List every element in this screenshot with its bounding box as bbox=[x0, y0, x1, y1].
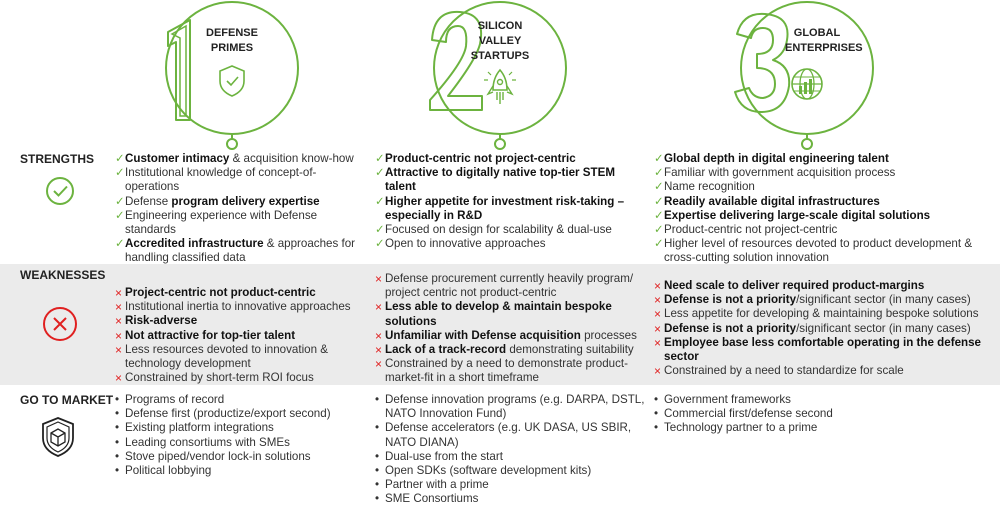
gtm-item: • Stove piped/vendor lock-in solutions bbox=[115, 449, 311, 463]
x-mark-icon: × bbox=[115, 371, 123, 386]
gtm-item: • Commercial first/defense second bbox=[654, 407, 833, 421]
row-label-strengths: STRENGTHS bbox=[20, 152, 95, 166]
check-mark-icon: ✓ bbox=[115, 237, 125, 251]
bullet-icon: • bbox=[115, 435, 120, 449]
strengths-item: ✓ Global depth in digital engineering talent bbox=[654, 152, 889, 165]
strengths-item: ✓ Product-centric not project-centric bbox=[654, 223, 838, 237]
gtm-item: • Open SDKs (software development kits) bbox=[375, 464, 592, 478]
strengths-item: ✓ Accredited infrastructure & approaches for handling classified data bbox=[115, 237, 356, 265]
x-mark-icon: × bbox=[115, 342, 123, 357]
column-graphic-1 bbox=[160, 0, 410, 150]
x-mark-icon: × bbox=[115, 314, 123, 329]
rocket-icon bbox=[484, 70, 516, 104]
gtm-item: • Government frameworks bbox=[654, 393, 791, 406]
strengths-col-1 bbox=[115, 152, 370, 266]
gtm-item: • SME Consortiums bbox=[375, 492, 479, 506]
check-mark-icon: ✓ bbox=[654, 194, 664, 208]
check-mark-icon: ✓ bbox=[654, 180, 664, 194]
weaknesses-item: × Constrained by a need to standardize for scale bbox=[654, 364, 904, 379]
column-header-silicon-valley-startups bbox=[428, 0, 678, 150]
x-mark-icon: × bbox=[654, 293, 662, 308]
weaknesses-item: × Risk-adverse bbox=[115, 314, 198, 329]
bullet-icon: • bbox=[115, 449, 120, 463]
check-mark-icon: ✓ bbox=[115, 194, 125, 208]
check-mark-icon: ✓ bbox=[654, 208, 664, 222]
strengths-item: ✓ Focused on design for scalability & dual-use bbox=[375, 223, 612, 237]
check-mark-icon: ✓ bbox=[654, 166, 664, 180]
weaknesses-item: × Unfamiliar with Defense acquisition processes bbox=[375, 328, 637, 343]
strengths-item: ✓ Higher level of resources devoted to product development & cross-cutting solution innovation bbox=[654, 237, 973, 265]
weaknesses-item: × Constrained by a need to demonstrate product-market-fit in a short timeframe bbox=[375, 357, 628, 385]
gtm-col-3 bbox=[654, 393, 990, 436]
gtm-col-1 bbox=[115, 393, 370, 478]
x-mark-icon: × bbox=[115, 328, 123, 343]
gtm-item: • Technology partner to a prime bbox=[654, 421, 818, 435]
strengths-item: ✓ Engineering experience with Defense standards bbox=[115, 208, 318, 237]
strengths-item: ✓ Customer intimacy & acquisition know-how bbox=[115, 152, 354, 165]
bullet-icon: • bbox=[375, 478, 380, 492]
x-mark-icon: × bbox=[654, 335, 662, 350]
check-mark-icon: ✓ bbox=[115, 152, 125, 165]
x-mark-icon: × bbox=[375, 328, 383, 343]
strengths-item: ✓ Readily available digital infrastructures bbox=[654, 194, 880, 208]
weaknesses-item: × Not attractive for top-tier talent bbox=[115, 328, 296, 343]
globe-icon bbox=[792, 69, 822, 99]
strengths-item: ✓ Open to innovative approaches bbox=[375, 237, 546, 251]
column-graphic-3 bbox=[735, 0, 985, 150]
weaknesses-item: × Less resources devoted to innovation & technology development bbox=[115, 342, 329, 371]
weaknesses-item: × Lack of a track-record demonstrating suitability bbox=[375, 343, 634, 358]
gtm-item: • Partner with a prime bbox=[375, 478, 489, 492]
gtm-item: • Defense first (productize/export second) bbox=[115, 407, 331, 421]
package-shield-icon bbox=[40, 416, 76, 463]
x-circle-icon bbox=[42, 306, 78, 347]
x-mark-icon: × bbox=[654, 279, 662, 293]
weaknesses-col-3 bbox=[654, 279, 990, 378]
strengths-item: ✓ Defense program delivery expertise bbox=[115, 194, 320, 208]
check-mark-icon: ✓ bbox=[375, 152, 385, 165]
x-mark-icon: × bbox=[654, 364, 662, 379]
row-label-go-to-market: GO TO MARKET bbox=[20, 393, 114, 407]
x-mark-icon: × bbox=[115, 300, 123, 315]
bullet-icon: • bbox=[115, 464, 120, 478]
strengths-item: ✓ Institutional knowledge of concept-of-operations bbox=[115, 166, 317, 194]
bullet-icon: • bbox=[115, 421, 120, 435]
gtm-item: • Leading consortiums with SMEs bbox=[115, 435, 290, 449]
weaknesses-item: × Less able to develop & maintain bespoke solutions bbox=[375, 300, 612, 328]
x-mark-icon: × bbox=[654, 321, 662, 336]
x-mark-icon: × bbox=[375, 343, 383, 358]
gtm-item: • Existing platform integrations bbox=[115, 421, 274, 435]
check-circle-icon bbox=[45, 176, 75, 211]
check-mark-icon: ✓ bbox=[654, 223, 664, 237]
check-mark-icon: ✓ bbox=[375, 237, 385, 251]
column-title-3: GLOBAL ENTERPRISES bbox=[785, 27, 863, 54]
check-mark-icon: ✓ bbox=[654, 237, 664, 251]
row-label-weaknesses: WEAKNESSES bbox=[20, 268, 106, 282]
gtm-item: • Dual-use from the start bbox=[375, 449, 503, 463]
check-mark-icon: ✓ bbox=[115, 166, 125, 180]
strengths-item: ✓ Familiar with government acquisition process bbox=[654, 166, 896, 180]
bullet-icon: • bbox=[375, 492, 380, 506]
bullet-icon: • bbox=[375, 449, 380, 463]
strengths-item: ✓ Expertise delivering large-scale digital solutions bbox=[654, 208, 931, 222]
bullet-icon: • bbox=[375, 464, 380, 478]
x-mark-icon: × bbox=[375, 272, 383, 286]
x-mark-icon: × bbox=[375, 300, 383, 315]
bullet-icon: • bbox=[375, 421, 380, 435]
weaknesses-col-1 bbox=[115, 286, 370, 385]
bullet-icon: • bbox=[375, 393, 380, 406]
weaknesses-item: × Defense is not a priority/significant sector (in many cases) bbox=[654, 293, 971, 308]
weaknesses-col-2 bbox=[375, 272, 645, 386]
strengths-col-3 bbox=[654, 152, 990, 266]
column-header-defense-primes bbox=[160, 0, 410, 150]
check-mark-icon: ✓ bbox=[375, 223, 385, 237]
check-mark-icon: ✓ bbox=[115, 208, 125, 222]
weaknesses-item: × Employee base less comfortable operating in the defense sector bbox=[654, 335, 981, 364]
weaknesses-item: × Defense is not a priority/significant sector (in many cases) bbox=[654, 321, 971, 336]
x-mark-icon: × bbox=[654, 307, 662, 322]
x-mark-icon: × bbox=[115, 286, 123, 300]
bullet-icon: • bbox=[115, 393, 120, 406]
gtm-item: • Defense innovation programs (e.g. DARPA, DSTL, NATO Innovation Fund) bbox=[375, 393, 645, 421]
strengths-item: ✓ Product-centric not project-centric bbox=[375, 152, 576, 165]
weaknesses-item: × Defense procurement currently heavily program/ project centric not product-centric bbox=[375, 272, 634, 300]
weaknesses-item: × Need scale to deliver required product-margins bbox=[654, 279, 925, 293]
weaknesses-item: × Institutional inertia to innovative approaches bbox=[115, 300, 351, 315]
weaknesses-item: × Constrained by short-term ROI focus bbox=[115, 371, 314, 386]
bullet-icon: • bbox=[115, 407, 120, 421]
number-three-outline bbox=[735, 14, 789, 112]
strengths-item: ✓ Name recognition bbox=[654, 180, 755, 194]
strengths-item: ✓ Higher appetite for investment risk-taking – especially in R&D bbox=[375, 194, 625, 222]
weaknesses-item: × Project-centric not product-centric bbox=[115, 286, 316, 300]
bullet-icon: • bbox=[654, 407, 659, 421]
column-title-1: DEFENSE PRIMES bbox=[206, 27, 258, 54]
bullet-icon: • bbox=[654, 421, 659, 435]
gtm-col-2 bbox=[375, 393, 645, 507]
column-title-2: SILICON VALLEY STARTUPS bbox=[470, 20, 530, 62]
x-mark-icon: × bbox=[375, 357, 383, 372]
gtm-item: • Political lobbying bbox=[115, 464, 212, 478]
gtm-item: • Defense accelerators (e.g. UK DASA, US SBIR, NATO DIANA) bbox=[375, 421, 632, 449]
strengths-item: ✓ Attractive to digitally native top-tier STEM talent bbox=[375, 166, 615, 194]
weaknesses-item: × Less appetite for developing & maintaining bespoke solutions bbox=[654, 307, 979, 322]
gtm-item: • Programs of record bbox=[115, 393, 225, 406]
column-header-global-enterprises bbox=[735, 0, 985, 150]
strengths-col-2 bbox=[375, 152, 645, 251]
check-mark-icon: ✓ bbox=[375, 166, 385, 180]
shield-check-icon bbox=[220, 66, 244, 96]
bullet-icon: • bbox=[654, 393, 659, 406]
check-mark-icon: ✓ bbox=[654, 152, 664, 165]
check-mark-icon: ✓ bbox=[375, 194, 385, 208]
